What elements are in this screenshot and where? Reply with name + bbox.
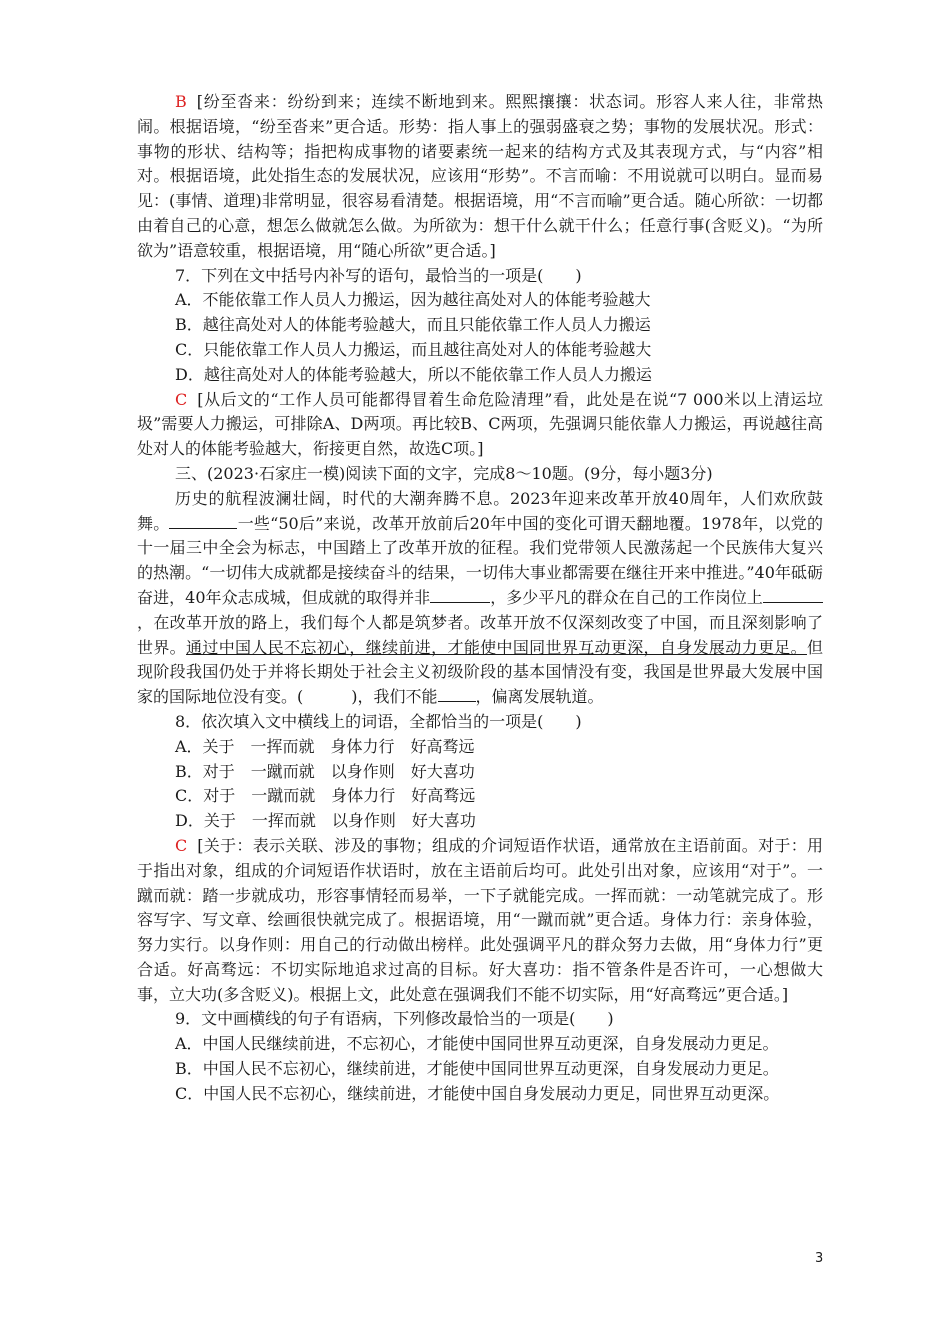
q8-option-a: A．关于 一挥而就 身体力行 好高骛远 xyxy=(175,736,475,756)
q7-answer-explanation xyxy=(137,388,823,462)
fill-blank-3 xyxy=(763,588,823,603)
fill-blank-1 xyxy=(169,514,237,529)
q6-answer-explanation xyxy=(137,90,823,264)
page-content xyxy=(137,90,823,1107)
explanation-text: [从后文的“工作人员可能都得冒着生命危险清理”看，此处是在说“7 000米以上清运垃圾”需要人力搬运，可排除A、D两项。再比较B、C两项，先强调只能依靠人力搬运，再说越往高处对人的体能考验越大，衔接更自然，故选C项。] xyxy=(137,389,823,459)
q9-stem: 9．文中画横线的句子有语病，下列修改最恰当的一项是( ) xyxy=(175,1009,614,1029)
answer-letter: B xyxy=(175,92,187,111)
q8-stem: 8．依次填入文中横线上的词语，全都恰当的一项是( ) xyxy=(175,711,582,731)
q8-option-b: B．对于 一蹴而就 以身作则 好大喜功 xyxy=(175,761,475,781)
q9-option-a: A．中国人民继续前进，不忘初心，才能使中国同世界互动更深，自身发展动力更足。 xyxy=(175,1034,779,1054)
fill-blank-4 xyxy=(438,687,476,702)
answer-letter: C xyxy=(175,835,188,855)
q9-option-c: C．中国人民不忘初心，继续前进，才能使中国自身发展动力更足，同世界互动更深。 xyxy=(175,1083,780,1103)
q8-answer-explanation xyxy=(137,834,823,1008)
q8-option-c: C．对于 一蹴而就 身体力行 好高骛远 xyxy=(175,786,476,806)
fill-blank-2 xyxy=(430,588,490,603)
q7-stem: 7．下列在文中括号内补写的语句，最恰当的一项是( ) xyxy=(175,265,582,285)
underlined-sentence: 通过中国人民不忘初心，继续前进，才能使中国同世界互动更深，自身发展动力更足。 xyxy=(186,637,807,657)
q7-option-d: D．越往高处对人的体能考验越大，所以不能依靠工作人员人力搬运 xyxy=(175,364,652,384)
reading-passage: 历史的航程波澜壮阔，时代的大潮奔腾不息。2023年迎来改革开放40周年，人们欢欣鼓舞。 一些“50后”来说，改革开放前后20年中国的变化可谓天翻地覆。1978年，以党的十一届三中全会为标志，中国踏上了改革开放的征程。我们党带领人民激荡起一个民族伟大复兴的热潮。“一切伟大成就都是接续奋斗的结果，一切伟大事业都需要在继往开来中推进。”40年砥砺奋进，40年众志成城，但成就的取得并非 ，多少平凡的群众在自己的工作岗位上，在改革开放的路上，我们每个人都是筑梦者。改革开放不仅深刻改变了中国，而且深刻影响了世界。通过中国人民不忘初心，继续前进，才能使中国同世界互动更深，自身发展动力更足。但现阶段我国仍处于并将长期处于社会主义初级阶段的基本国情没有变，我国是世界最大发展中国家的国际地位没有变。( )，我们不能 ，偏离发展轨道。 xyxy=(137,488,823,707)
q9-option-b: B．中国人民不忘初心，继续前进，才能使中国同世界互动更深，自身发展动力更足。 xyxy=(175,1059,779,1079)
q7-option-c: C．只能依靠工作人员人力搬运，而且越往高处对人的体能考验越大 xyxy=(175,339,652,359)
explanation-text: [纷至沓来：纷纷到来；连续不断地到来。熙熙攘攘：状态词。形容人来人往，非常热闹。根据语境，“纷至沓来”更合适。形势：指人事上的强弱盛衰之势；事物的发展状况。形式：事物的形状、结构等；指把构成事物的诸要素统一起来的结构方式及其表现方式，与“内容”相对。根据语境，此处指生态的发展状况，应该用“形势”。不言而喻：不用说就可以明白。显而易见：(事情、道理)非常明显，很容易看清楚。根据语境，用“不言而喻”更合适。随心所欲：一切都由着自己的心意，想怎么做就怎么做。为所欲为：想干什么就干什么；任意行事(含贬义)。“为所欲为”语意较重，根据语境，用“随心所欲”更合适。] xyxy=(137,92,823,260)
q7-option-a: A．不能依靠工作人员人力搬运，因为越往高处对人的体能考验越大 xyxy=(175,290,651,310)
explanation-text: [关于：表示关联、涉及的事物；组成的介词短语作状语，通常放在主语前面。对于：用于指出对象，组成的介词短语作状语时，放在主语前后均可。此处引出对象，应该用“对于”。一蹴而就：踏一步就成功，形容事情轻而易举，一下子就能完成。一挥而就：一动笔就完成了。形容写字、写文章、绘画很快就完成了。根据语境，用“一蹴而就”更合适。身体力行：亲身体验，努力实行。以身作则：用自己的行动做出榜样。此处强调平凡的群众努力去做，用“身体力行”更合适。好高骛远：不切实际地追求过高的目标。好大喜功：指不管条件是否许可，一心想做大事，立大功(多含贬义)。根据上文，此处意在强调我们不能不切实际，用“好高骛远”更合适。] xyxy=(137,835,823,1004)
page-number: 3 xyxy=(815,1251,824,1266)
answer-letter: C xyxy=(175,389,188,409)
q8-option-d: D．关于 一挥而就 以身作则 好大喜功 xyxy=(175,811,476,831)
section-heading: 三、(2023·石家庄一模)阅读下面的文字，完成8～10题。(9分，每小题3分) xyxy=(175,463,713,483)
q7-option-b: B．越往高处对人的体能考验越大，而且只能依靠工作人员人力搬运 xyxy=(175,315,651,335)
